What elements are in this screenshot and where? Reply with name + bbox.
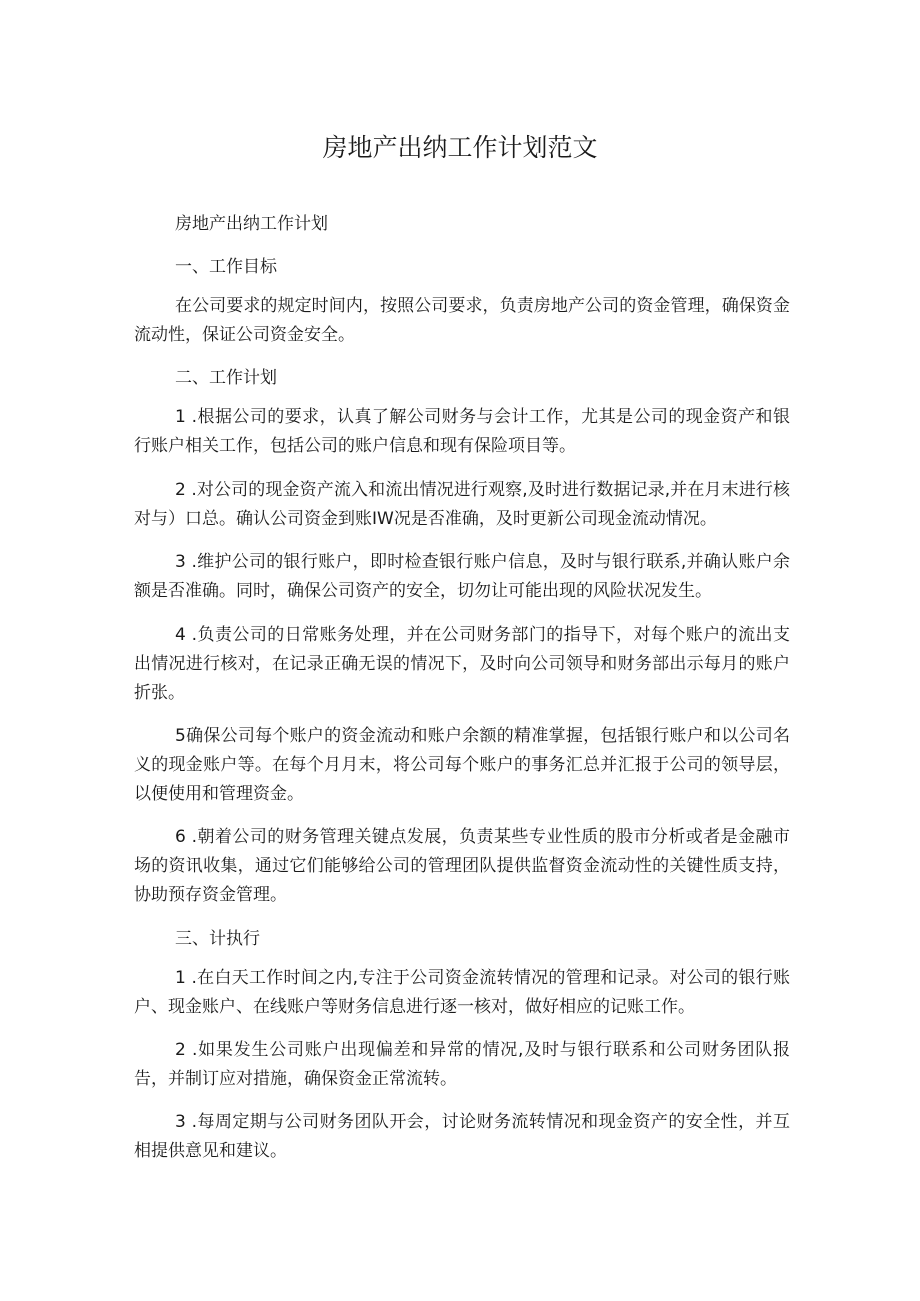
document-title: 房地产出纳工作计划范文 [322,133,598,162]
execution-item-1: 1 .在白天工作时间之内,专注于公司资金流转情况的管理和记录。对公司的银行账户、现金账户、在线账户等财务信息进行逐一核对，做好相应的记账工作。 [134,968,790,1017]
section-heading-goals: 一、工作目标 [175,257,277,277]
plan-item-5: 5确保公司每个账户的资金流动和账户余额的精准掌握，包括银行账户和以公司名义的现金账户等。在每个月月末，将公司每个账户的事务汇总并汇报于公司的领导层，以便使用和管理资金。 [134,726,790,804]
plan-item-6: 6 .朝着公司的财务管理关键点发展，负责某些专业性质的股市分析或者是金融市场的资讯收集，通过它们能够给公司的管理团队提供监督资金流动性的关键性质支持，协助预存资金管理。 [134,827,790,905]
plan-item-3: 3 .维护公司的银行账户，即时检查银行账户信息，及时与银行联系,并确认账户余额是否准确。同时，确保公司资产的安全，切勿让可能出现的风险状况发生。 [134,552,790,601]
execution-item-3: 3 .每周定期与公司财务团队开会，讨论财务流转情况和现金资产的安全性，并互相提供意见和建议。 [134,1112,790,1161]
plan-item-2: 2 .对公司的现金资产流入和流出情况进行观察,及时进行数据记录,并在月末进行核对与）口总。确认公司资金到账IW况是否准确，及时更新公司现金流动情况。 [134,480,790,529]
paragraph-goals: 在公司要求的规定时间内，按照公司要求，负责房地产公司的资金管理，确保资金流动性，保证公司资金安全。 [134,296,790,345]
plan-item-4: 4 .负责公司的日常账务处理，并在公司财务部门的指导下，对每个账户的流出支出情况进行核对，在记录正确无误的情况下，及时向公司领导和财务部出示每月的账户折张。 [134,625,790,703]
plan-item-1: 1 .根据公司的要求，认真了解公司财务与会计工作，尤其是公司的现金资产和银行账户相关工作，包括公司的账户信息和现有保险项目等。 [134,407,790,456]
plan-subtitle: 房地产出纳工作计划 [175,214,328,234]
section-heading-execution: 三、计执行 [175,929,260,949]
section-heading-plan: 二、工作计划 [175,368,277,388]
execution-item-2: 2 .如果发生公司账户出现偏差和异常的情况,及时与银行联系和公司财务团队报告，并制订应对措施，确保资金正常流转。 [134,1040,790,1089]
